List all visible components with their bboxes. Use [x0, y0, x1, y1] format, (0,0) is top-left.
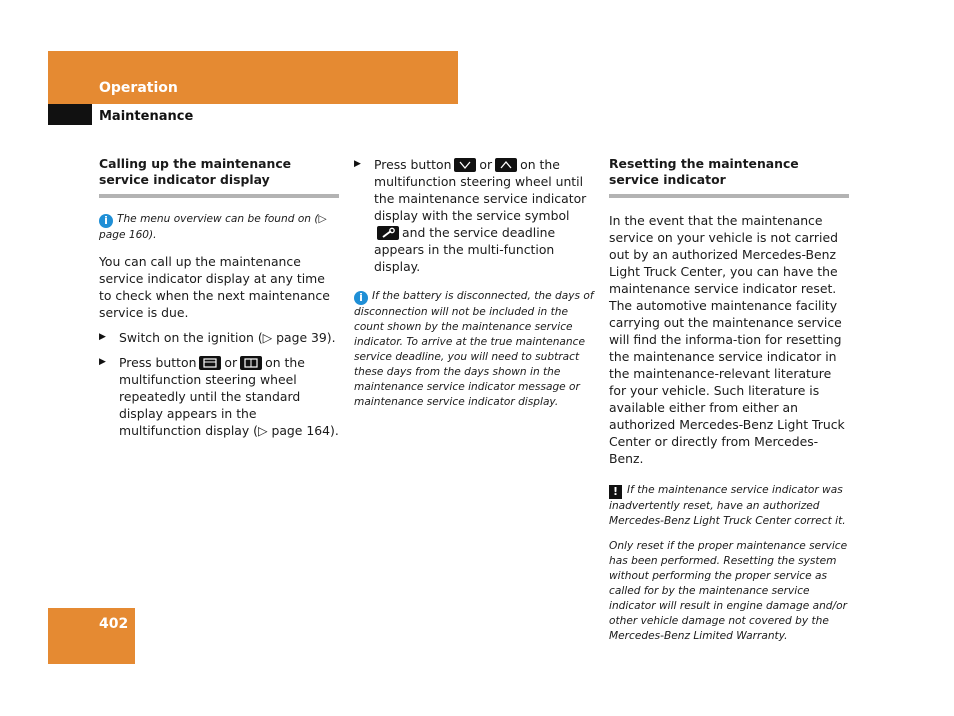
warning-icon: ! — [609, 485, 622, 499]
info-note-text: The menu overview can be found on (▷ page 160). — [99, 213, 327, 241]
wrench-icon — [377, 226, 399, 240]
step-item — [99, 329, 339, 346]
bullet-arrow-icon: ▶ — [354, 159, 361, 169]
column-left — [99, 156, 339, 447]
subsection-marker — [48, 104, 92, 125]
step-text: on the multifunction steering wheel repeatedly until the standard display appears in the multifunction display (▷ page 164). — [119, 355, 339, 438]
display-back-button-icon — [199, 356, 221, 370]
step-text-or: or — [479, 157, 493, 172]
info-note — [354, 289, 594, 410]
step-item — [99, 354, 339, 439]
section-heading: Calling up the maintenance service indicator display — [99, 156, 339, 198]
step-text: and the service deadline appears in the multi-function display. — [374, 225, 556, 274]
step-text: Press button — [374, 157, 452, 172]
info-note-text: If the battery is disconnected, the days of disconnection will not be included in the count shown by the maintenance service indicator. To arrive at the true maintenance service deadline, you will need to subtract these days from the days shown in the maintenance service indicator message or maintenance service indicator display. — [354, 290, 594, 408]
column-middle — [354, 156, 594, 420]
info-icon: i — [99, 214, 113, 228]
info-icon: i — [354, 291, 368, 305]
step-text-or: or — [224, 355, 238, 370]
header-band — [48, 51, 458, 104]
step-text: Press button — [119, 355, 197, 370]
warning-note-text: If the maintenance service indicator was inadvertently reset, have an authorized Mercedes-Benz Light Truck Center correct it. — [609, 484, 846, 527]
step-item — [354, 156, 594, 275]
body-paragraph: In the event that the maintenance service on your vehicle is not carried out by an authorized Mercedes-Benz Light Truck Center, you can have the maintenance service indicator reset. The automotive maintenance facility carrying out the maintenance service will find the informa-tion for resetting the maintenance service indicator in the maintenance-relevant literature for your vehicle. Such literature is available either from either an authorized Mercedes-Benz Light Truck Center or directly from Mercedes-Benz. — [609, 213, 845, 466]
intro-paragraph: You can call up the maintenance service indicator display at any time to check when the next maintenance service is due. — [99, 254, 330, 320]
page-number: 402 — [99, 616, 129, 632]
warning-note — [609, 483, 849, 529]
arrow-down-button-icon — [454, 158, 476, 172]
info-note — [99, 212, 339, 243]
section-title: Operation — [99, 80, 178, 96]
bullet-arrow-icon: ▶ — [99, 357, 106, 367]
section-heading: Resetting the maintenance service indicator — [609, 156, 849, 198]
arrow-up-button-icon — [495, 158, 517, 172]
step-text: Switch on the ignition (▷ page 39). — [119, 330, 336, 345]
bullet-arrow-icon: ▶ — [99, 332, 106, 342]
column-right — [609, 156, 849, 654]
step-text: on the multifunction steering wheel until the maintenance service indicator display with the service symbol — [374, 157, 587, 223]
subsection-title: Maintenance — [99, 109, 194, 124]
display-forward-button-icon — [240, 356, 262, 370]
warning-note-continued: Only reset if the proper maintenance service has been performed. Resetting the system without performing the proper service as called for by the maintenance service indicator will result in engine damage and/or other vehicle damage not covered by the Mercedes-Benz Limited Warranty. — [609, 540, 848, 642]
